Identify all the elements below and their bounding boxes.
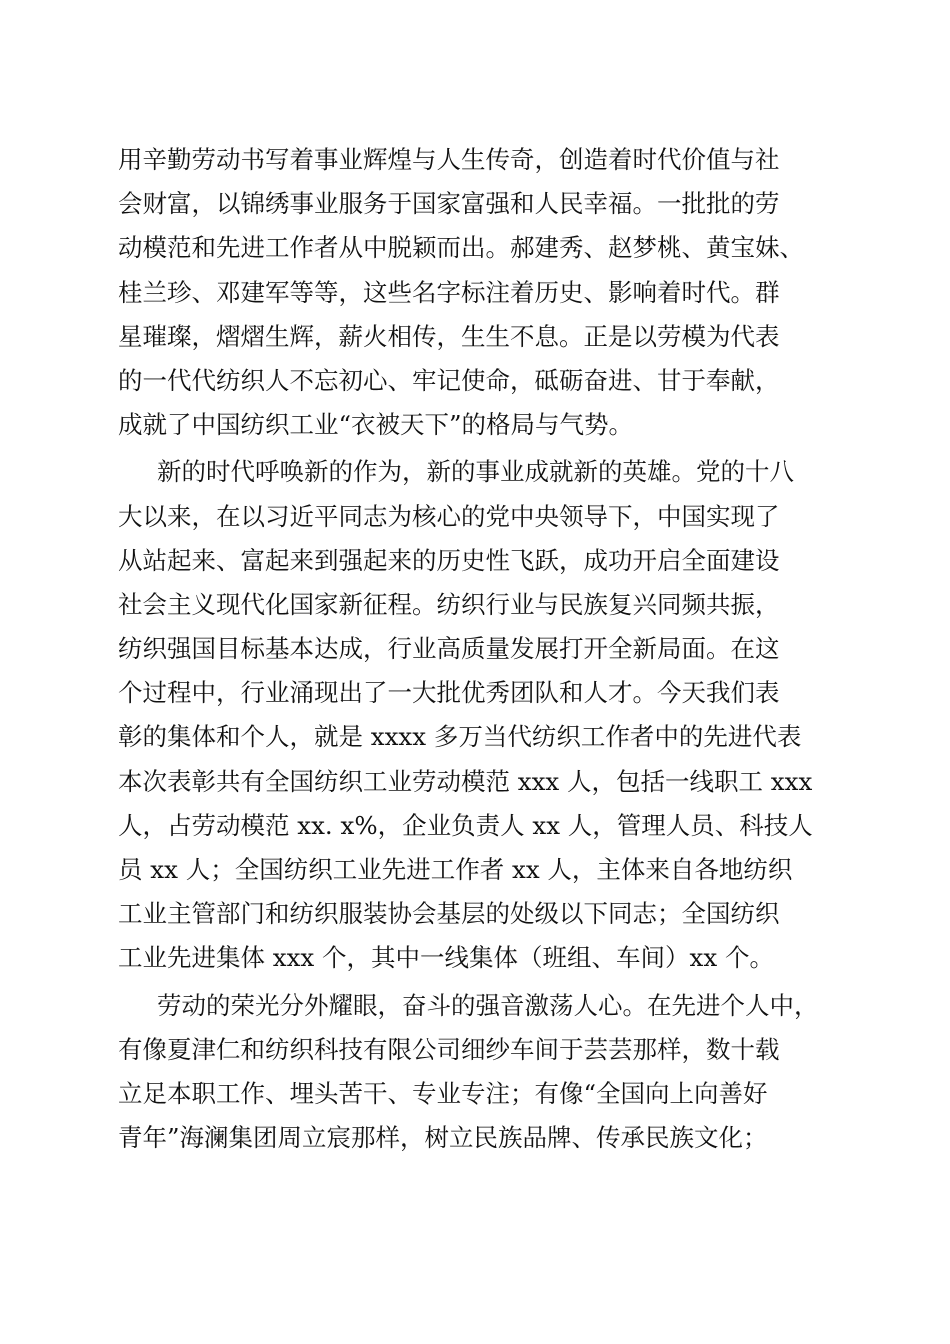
text-line: 人，占劳动模范 xx. x%，企业负责人 xx 人，管理人员、科技人 [118, 810, 813, 840]
text-line: 彰的集体和个人，就是 xxxx 多万当代纺织工作者中的先进代表 [118, 722, 802, 752]
text-line: 工业主管部门和纺织服装协会基层的处级以下同志；全国纺织 [118, 899, 780, 929]
paragraph-start-line: 新的时代呼唤新的作为，新的事业成就新的英雄。党的十八 [157, 457, 794, 487]
text-line: 有像夏津仁和纺织科技有限公司细纱车间于芸芸那样，数十载 [118, 1034, 780, 1064]
text-line: 工业先进集体 xxx 个，其中一线集体（班组、车间）xx 个。 [118, 943, 774, 973]
text-line: 员 xx 人；全国纺织工业先进工作者 xx 人，主体来自各地纺织 [118, 855, 793, 884]
text-line: 大以来，在以习近平同志为核心的党中央领导下，中国实现了 [118, 501, 780, 531]
text-line: 的一代代纺织人不忘初心、牢记使命，砥砺奋进、甘于奉献， [118, 365, 780, 395]
text-line: 成就了中国纺织工业“衣被天下”的格局与气势。 [118, 410, 634, 440]
text-line: 立足本职工作、埋头苦干、专业专注；有像“全国向上向善好 [118, 1078, 768, 1108]
paragraph-start-line: 劳动的荣光分外耀眼，奋斗的强音激荡人心。在先进个人中， [157, 990, 819, 1020]
text-line: 星璀璨，熠熠生辉，薪火相传，生生不息。正是以劳模为代表 [118, 321, 780, 351]
text-line: 动模范和先进工作者从中脱颖而出。郝建秀、赵梦桃、黄宝妹、 [118, 233, 804, 263]
text-line: 纺织强国目标基本达成，行业高质量发展打开全新局面。在这 [118, 634, 780, 664]
body-text [118, 138, 838, 1160]
text-line: 社会主义现代化国家新征程。纺织行业与民族复兴同频共振， [118, 589, 780, 619]
text-line: 个过程中，行业涌现出了一大批优秀团队和人才。今天我们表 [118, 678, 780, 708]
text-line: 桂兰珍、邓建军等等，这些名字标注着历史、影响着时代。群 [118, 277, 780, 307]
text-line: 青年”海澜集团周立宸那样，树立民族品牌、传承民族文化； [118, 1123, 768, 1153]
text-line: 本次表彰共有全国纺织工业劳动模范 xxx 人，包括一线职工 xxx [118, 766, 813, 796]
text-line: 会财富，以锦绣事业服务于国家富强和人民幸福。一批批的劳 [118, 189, 780, 219]
text-line: 从站起来、富起来到强起来的历史性飞跃，成功开启全面建设 [118, 545, 780, 575]
text-line: 用辛勤劳动书写着事业辉煌与人生传奇，创造着时代价值与社 [118, 145, 780, 174]
